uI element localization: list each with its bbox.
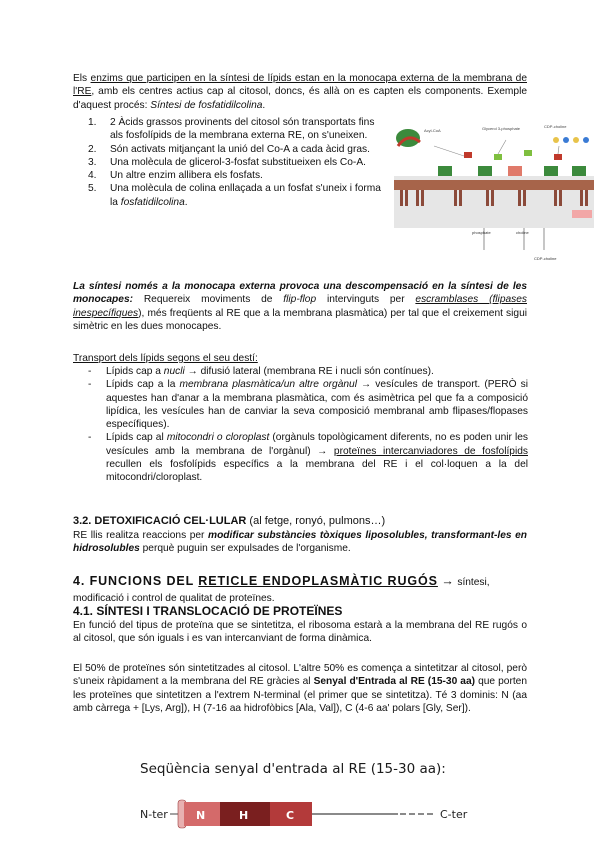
section-4-heading: 4. FUNCIONS DEL RETICLE ENDOPLASMÀTIC RUGÓS → síntesi, modificació i control de qualitat de proteïnes. bbox=[73, 574, 490, 604]
transport-item: - Lípids cap a nucli → difusió lateral (membrana RE i nucli són contínues). bbox=[88, 366, 434, 377]
intro-example: Síntesi de fosfatidilcolina bbox=[150, 99, 263, 111]
step-item: 1. 2 Àcids grassos provinents del citosol són transportats fins als fosfolípids de la membrana externa RE, on s'uneixen. bbox=[88, 117, 375, 142]
detox-heading: 3.2. DETOXIFICACIÓ CEL·LULAR (al fetge, ronyó, pulmons…) bbox=[73, 515, 386, 527]
h-domain-label: H bbox=[239, 809, 249, 822]
section-4-1-paragraph-1: En funció del tipus de proteïna que se sintetitza, el ribosoma estarà a la membrana del RE rugós o al citosol, que són iguals i es van intercanviant de forma dinàmica. bbox=[73, 620, 527, 645]
section-4-1-paragraph-2: El 50% de proteïnes són sintetitzades al citosol. L'altre 50% es comença a sintetitzar al citosol, però s'uneix ràpidament a la membrana del RE gràcies al Senyal d'Entrada al RE (15-30 aa) que porten les proteïnes que sintetitzen a l'extrem N-terminal (el primer que se sintetitza). Té 3 dominis: N (aa amb càrrega + [Lys, Arg]), H (7-16 aa hidrofòbics [Ala, Val]), C (4-6 aa' polars [Gly, Ser]). bbox=[73, 663, 528, 714]
intro-paragraph: Els enzims que participen en la síntesi de lípids estan en la monocapa externa de la membrana de l'RE, amb els centres actius cap al citosol, doncs, és allà on es capten els components. Exemple d'aquest procés: Síntesi de fosfatidilcolina. bbox=[73, 73, 527, 111]
transport-item: - Lípids cap al mitocondri o cloroplast (orgànuls topològicament diferents, no es poden unir les vesícules amb la membrana de l'orgànul) → proteïnes intercanviadores de fosfolípids recullen els fosfolípids específics a la membrana del RE i el col·loquen a la del mitocondri/cloroplast. bbox=[88, 432, 529, 484]
figure-caption-cdp: CDP-choline bbox=[534, 256, 557, 261]
figure-caption-choline: choline bbox=[516, 230, 529, 235]
intro-underlined: enzims que participen en la síntesi de lípids estan en la monocapa externa de la membrana de l'RE bbox=[73, 73, 527, 98]
step-item: 2. Són activats mitjançant la unió del Co-A a cada àcid gras. bbox=[88, 143, 370, 155]
n-terminal-label: N-ter bbox=[140, 808, 168, 821]
step-item: 3. Una molècula de glicerol-3-fosfat substitueixen els Co-A. bbox=[88, 156, 366, 168]
transport-item: - Lípids cap a la membrana plasmàtica/un altre orgànul → vesícules de transport. (PERÒ si aquestes han d'anar a la membrana plasmàtica, com és asimètrica pel que fa a composició lipídica, les vesícules han de canviar la seva composició membranal amb flipases/flopases específiques). bbox=[88, 379, 528, 431]
figure-caption-phosphate: phosphate bbox=[472, 230, 491, 235]
figure-label-acyl: Acyl-CoA bbox=[424, 128, 441, 133]
phospholipid-synthesis-figure bbox=[394, 120, 594, 268]
transport-heading: Transport dels lípids segons el seu destí: bbox=[73, 353, 258, 364]
section-4-1-heading: 4.1. SÍNTESI I TRANSLOCACIÓ DE PROTEÏNES bbox=[73, 604, 343, 618]
signal-sequence-title: Seqüència senyal d'entrada al RE (15-30 aa): bbox=[140, 761, 446, 777]
transport-list bbox=[88, 365, 528, 485]
c-terminal-label: C-ter bbox=[440, 808, 468, 821]
n-domain-label: N bbox=[196, 809, 206, 822]
figure-label-cdp: CDP-choline bbox=[544, 124, 567, 129]
signal-sequence-diagram bbox=[140, 796, 470, 830]
step-item: 5. Una molècula de colina enllaçada a un fosfat s'uneix i forma la fosfatidilcolina. bbox=[88, 183, 381, 208]
figure-label-glycerol: Glycerol 3-phosphate bbox=[482, 126, 521, 131]
step-item: 4. Un altre enzim allibera els fosfats. bbox=[88, 170, 263, 182]
detox-paragraph: RE llis realitza reaccions per modificar substàncies tòxiques liposolubles, transformant-les en hidrosolubles perquè puguin ser expulsades de l'organisme. bbox=[73, 530, 527, 555]
c-domain-label: C bbox=[286, 809, 295, 822]
synthesis-steps bbox=[88, 116, 384, 209]
monolayer-paragraph: La síntesi només a la monocapa externa provoca una descompensació en la síntesi de les monocapes: Requereix moviments de flip-flop intervinguts per escramblases (flipases inespecífiques), més freqüents al RE que a la membrana plasmàtica) per tal que el creixement sigui simètric en les dues monocapes. bbox=[73, 281, 527, 332]
